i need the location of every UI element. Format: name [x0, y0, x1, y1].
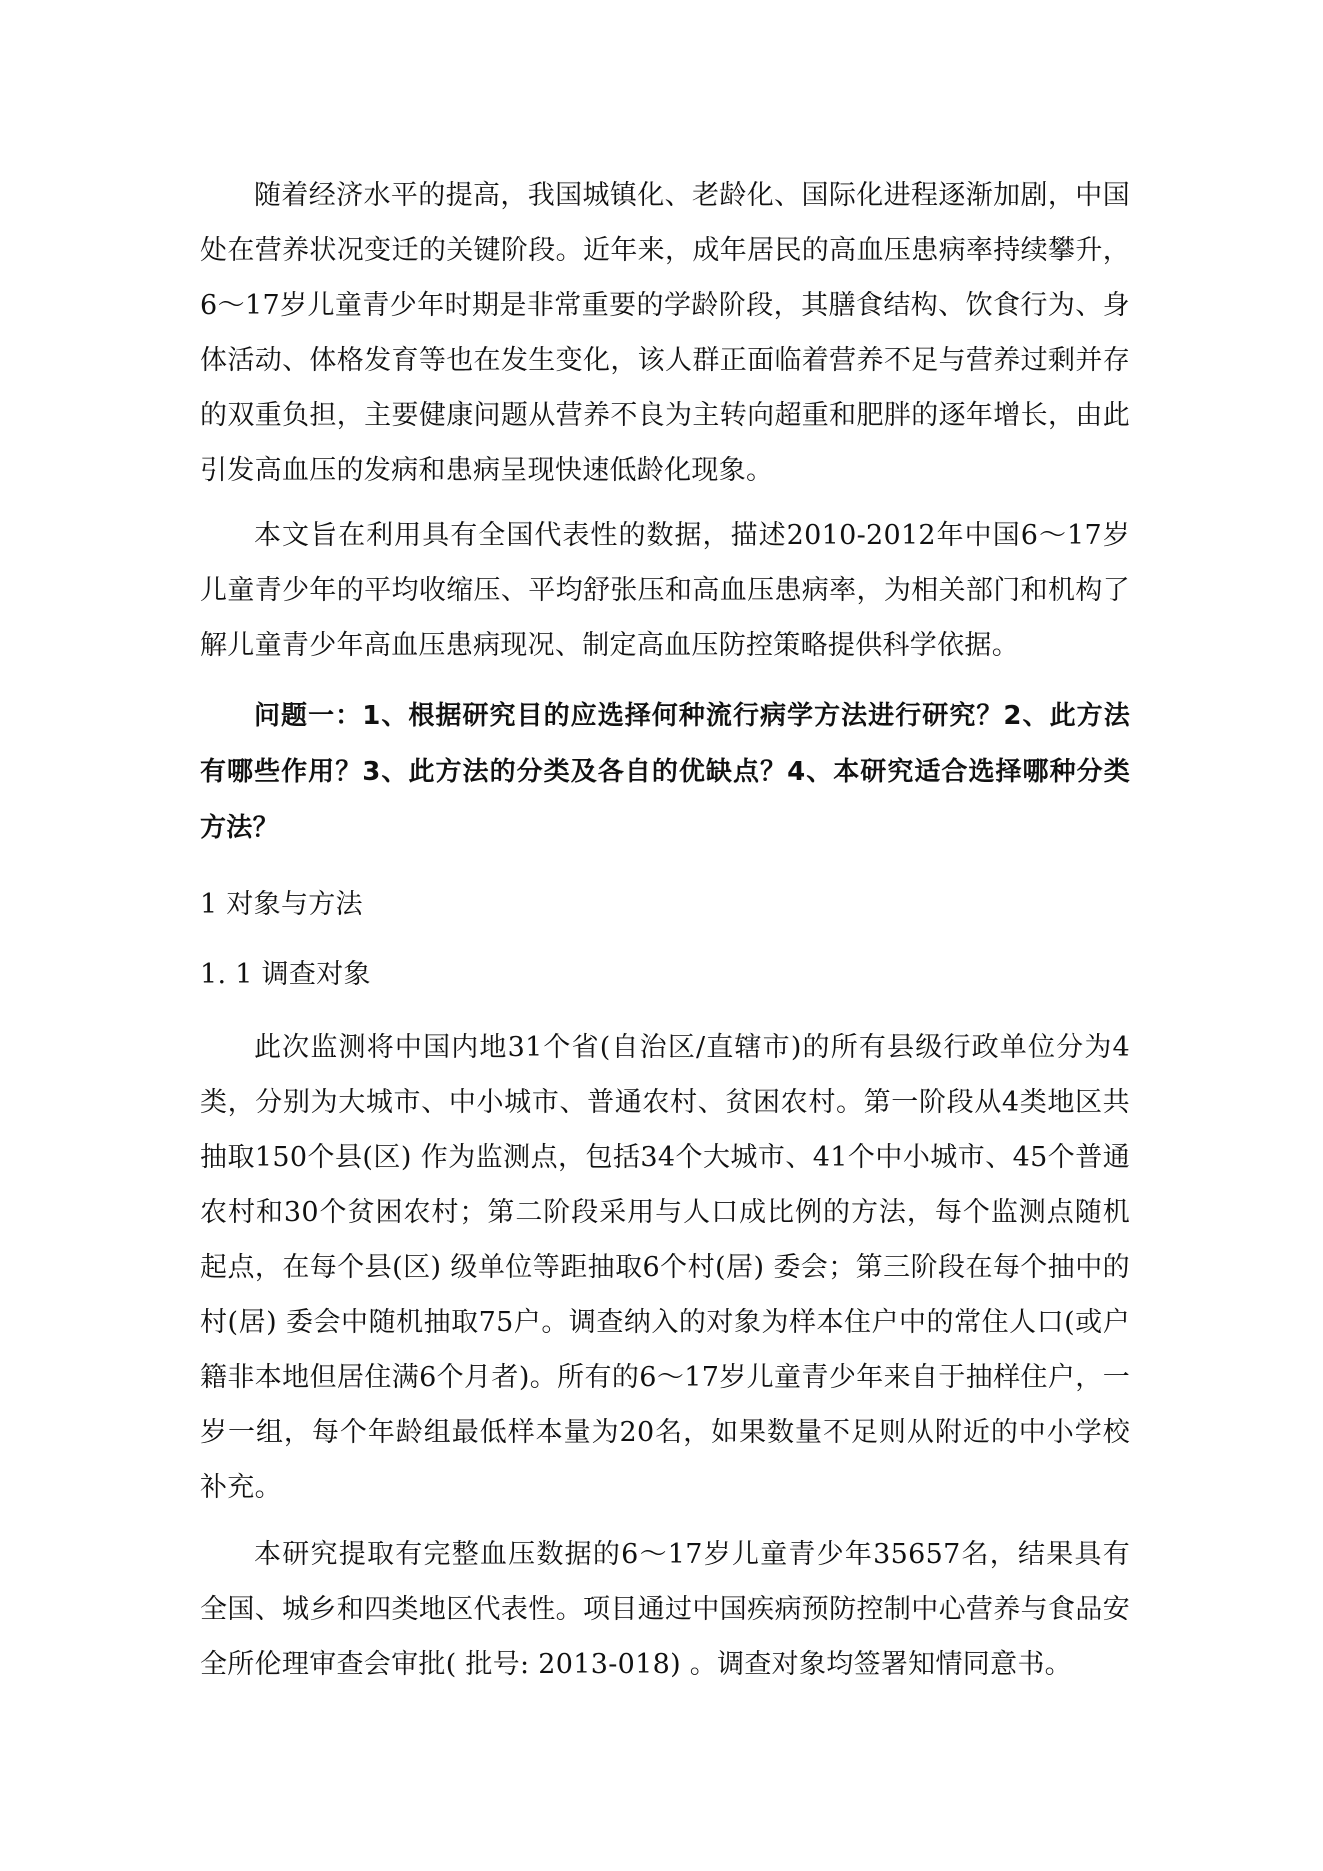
intro-paragraph-1: 随着经济水平的提高，我国城镇化、老龄化、国际化进程逐渐加剧，中国处在营养状况变迁的关键阶段。近年来，成年居民的高血压患病率持续攀升，6～17岁儿童青少年时期是非常重要的学龄阶段，其膳食结构、饮食行为、身体活动、体格发育等也在发生变化，该人群正面临着营养不足与营养过剩并存的双重负担，主要健康问题从营养不良为主转向超重和肥胖的逐年增长，由此引发高血压的发病和患病呈现快速低龄化现象。: [200, 180, 1130, 486]
subjects-paragraph-1: 此次监测将中国内地31个省(自治区/直辖市)的所有县级行政单位分为4类，分别为大城市、中小城市、普通农村、贫困农村。第一阶段从4类地区共抽取150个县(区) 作为监测点，包括34个大城市、41个中小城市、45个普通农村和30个贫困农村；第二阶段采用与人口成比例的方法，每个监测点随机起点，在每个县(区) 级单位等距抽取6个村(居) 委会；第三阶段在每个抽中的村(居) 委会中随机抽取75户。调查纳入的对象为样本住户中的常住人口(或户籍非本地但居住满6个月者)。所有的6～17岁儿童青少年来自于抽样住户，一岁一组，每个年龄组最低样本量为20名，如果数量不足则从附近的中小学校补充。: [200, 1032, 1130, 1503]
intro-paragraph-2: 本文旨在利用具有全国代表性的数据，描述2010-2012年中国6～17岁儿童青少年的平均收缩压、平均舒张压和高血压患病率，为相关部门和机构了解儿童青少年高血压患病现况、制定高血压防控策略提供科学依据。: [200, 520, 1130, 661]
subsection-heading-1-1: 1. 1 调查对象: [200, 959, 371, 990]
section-heading-1: 1 对象与方法: [200, 889, 363, 920]
document-body: [200, 168, 1130, 1692]
question-1: 问题一：1、根据研究目的应选择何种流行病学方法进行研究？2、此方法有哪些作用？3、此方法的分类及各自的优缺点？4、本研究适合选择哪种分类方法？: [200, 701, 1130, 843]
subjects-paragraph-2: 本研究提取有完整血压数据的6～17岁儿童青少年35657名，结果具有全国、城乡和四类地区代表性。项目通过中国疾病预防控制中心营养与食品安全所伦理审查会审批( 批号: 2013-018) 。调查对象均签署知情同意书。: [200, 1539, 1130, 1680]
